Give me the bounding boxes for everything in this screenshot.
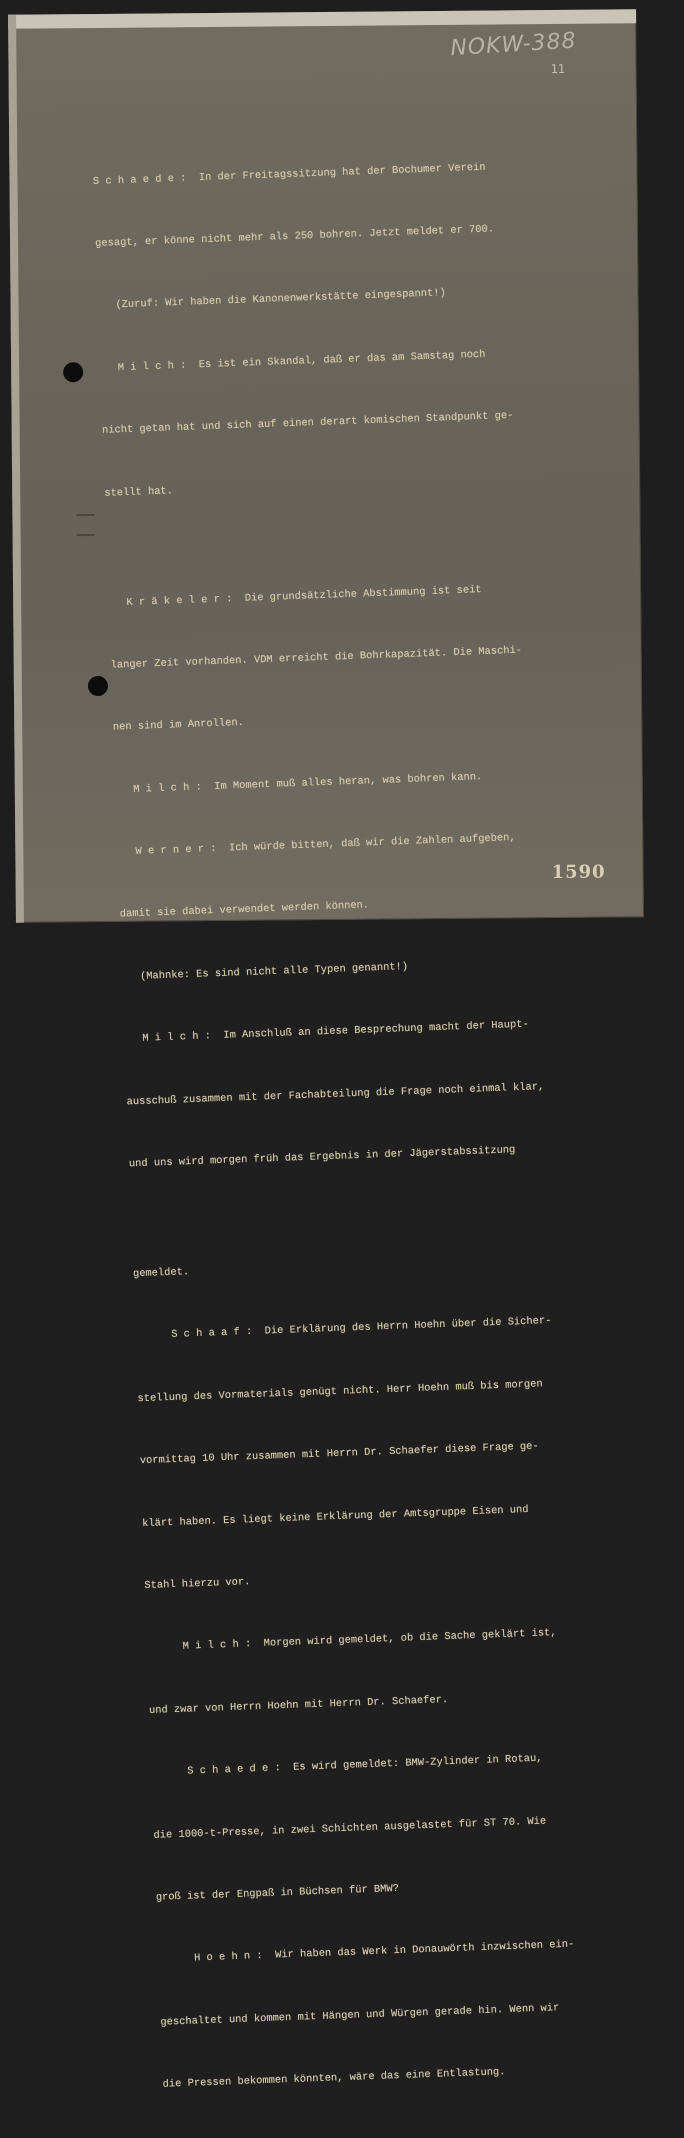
text-line: groß ist der Engpaß in Büchsen für BMW? [155,1882,400,1904]
text-line: nicht getan hat und sich auf einen derart komischen Standpunkt ge- [101,409,514,437]
punch-hole-upper [63,362,83,382]
text-line: damit sie dabei verwendet werden können. [119,899,370,921]
text-line: gesagt, er könne nicht mehr als 250 bohren. Jetzt meldet er 700. [95,223,495,250]
text-line: und uns wird morgen früh das Ergebnis in der Jägerstabssitzung [128,1144,516,1171]
text-line: K r ä k e l e r : Die grundsätzliche Abstimmung ist seit [126,583,482,609]
archive-reference: NOKW-388 [449,28,578,62]
text-line: (Mahnke: Es sind nicht alle Typen genannt!) [139,960,409,983]
document-stamp-number: 1590 [551,861,606,884]
text-line: M i l c h : Morgen wird gemeldet, ob die Sache geklärt ist, [182,1627,557,1654]
text-line: gemeldet. [132,1266,190,1281]
text-line: klärt haben. Es liegt keine Erklärung der Amtsgruppe Eisen und [141,1503,529,1530]
text-line: M i l c h : Im Anschluß an diese Besprechung macht der Haupt- [142,1018,529,1046]
margin-mark [76,514,94,516]
text-line: geschaltet und kommen mit Hängen und Würgen gerade hin. Wenn wir [160,2001,560,2029]
document-page [8,9,644,2091]
text-line: H o e h n : Wir haben das Werk in Donauwörth inzwischen ein- [193,1938,575,1965]
typewritten-transcript [91,111,684,2137]
text-line: S c h a e d e : In der Freitagssitzung hat der Bochumer Verein [92,161,486,188]
text-line: Stahl hierzu vor. [144,1576,251,1593]
text-line: vormittag 10 Uhr zusammen mit Herrn Dr. Schaefer diese Frage ge- [139,1440,539,1468]
text-line: S c h a e d e : Es wird gemeldet: BMW-Zylinder in Rotau, [187,1752,543,1778]
text-line: die Pressen bekommen könnten, wäre das eine Entlastung. [162,2066,506,2091]
page-number: 11 [550,61,566,77]
text-line: stellt hat. [104,484,174,500]
text-line: S c h a a f : Die Erklärung des Herrn Hoehn über die Sicher- [171,1315,552,1342]
text-line: die 1000-t-Presse, in zwei Schichten ausgelastet für ST 70. Wie [153,1815,547,1842]
text-line: M i l c h : Im Moment muß alles heran, was bohren kann. [133,770,483,796]
paper-top-edge [8,9,636,28]
text-line: (Zuruf: Wir haben die Kanonenwerkstätte eingespannt!) [115,287,446,312]
text-line: und zwar von Herrn Hoehn mit Herrn Dr. Schaefer. [148,1693,449,1717]
text-line: langer Zeit vorhanden. VDM erreicht die Bohrkapazität. Die Maschi- [110,644,523,672]
text-line: stellung des Vormaterials genügt nicht. Herr Hoehn muß bis morgen [137,1378,543,1405]
text-line: ausschuß zusammen mit der Fachabteilung die Frage noch einmal klar, [126,1080,545,1109]
text-line: W e r n e r : Ich würde bitten, daß wir die Zahlen aufgeben, [135,832,516,858]
punch-hole-lower [88,676,108,696]
margin-mark [77,534,95,536]
paper-left-edge [8,15,24,923]
text-line: M i l c h : Es ist ein Skandal, daß er das am Samstag noch [117,348,486,374]
text-line: nen sind im Anrollen. [112,717,245,734]
